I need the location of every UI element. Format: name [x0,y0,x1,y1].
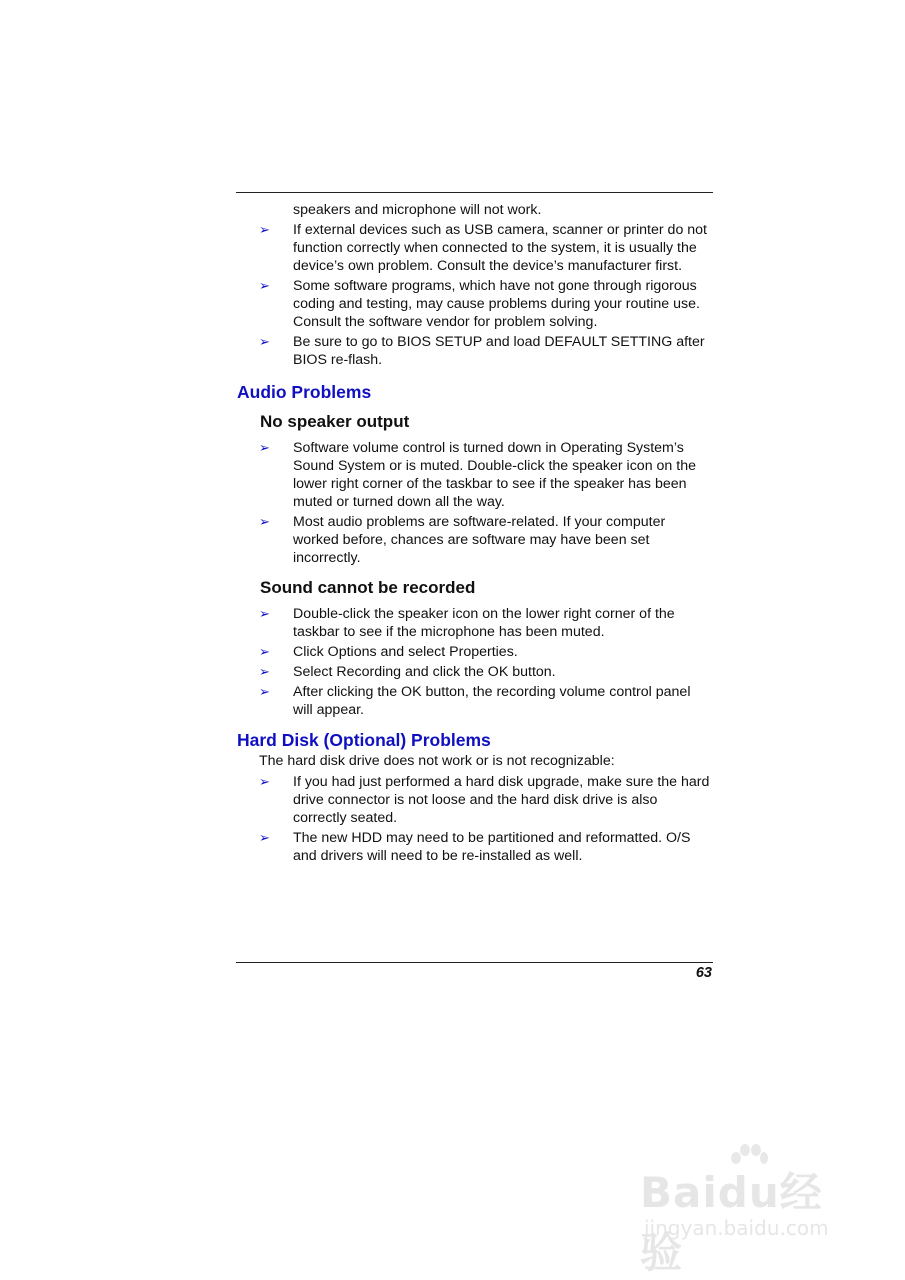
baidu-jingyan-watermark [640,1150,860,1277]
list-item: ➢ The new HDD may need to be partitioned and reformatted. O/S and drivers will need to be re-installed as well. [259,830,691,864]
list-item: ➢ If you had just performed a hard disk upgrade, make sure the hard drive connector is not loose and the hard disk drive is also correctly seated. [259,774,710,826]
arrow-bullet-icon: ➢ [259,684,270,699]
arrow-bullet-icon: ➢ [259,334,270,349]
arrow-bullet-icon: ➢ [259,278,270,293]
sound-cannot-be-recorded-heading: Sound cannot be recorded [260,578,476,597]
arrow-bullet-icon: ➢ [259,664,270,679]
arrow-bullet-icon: ➢ [259,440,270,455]
list-item: ➢ If external devices such as USB camera, scanner or printer do not function correctly when connected to the system, it is usually the device’s own problem. Consult the device’s manufacturer first. [259,222,708,274]
page-number: 63 [695,965,712,981]
list-item: ➢ Software volume control is turned down in Operating System’s Sound System or is muted. Double-click the speaker icon on the lower right corner of the taskbar to see if the speaker has been muted or turned down all the way. [259,440,696,510]
list-item: ➢ Most audio problems are software-related. If your computer worked before, chances are software may have been set incorrectly. [259,514,666,566]
intro-bullet-list [237,221,713,369]
footer-rule [236,962,713,963]
hard-disk-intro-text: The hard disk drive does not work or is not recognizable: [259,753,615,769]
no-speaker-output-heading: No speaker output [260,412,410,431]
arrow-bullet-icon: ➢ [259,830,270,845]
no-speaker-bullet-list [237,439,713,567]
continuation-text: speakers and microphone will not work. [293,202,542,218]
watermark-url: jingyan.baidu.com [644,1216,829,1240]
cannot-record-bullet-list [237,605,713,719]
page-content [237,201,713,867]
list-item: ➢ Double-click the speaker icon on the lower right corner of the taskbar to see if the microphone has been muted. [259,606,675,640]
list-item: ➢ Be sure to go to BIOS SETUP and load DEFAULT SETTING after BIOS re-flash. [259,334,705,368]
watermark-logo: Baidu经验 [640,1168,823,1277]
arrow-bullet-icon: ➢ [259,774,270,789]
list-item: ➢ Select Recording and click the OK button. [259,664,556,680]
list-item: ➢ Some software programs, which have not gone through rigorous coding and testing, may cause problems during your routine use. Consult the software vendor for problem solving. [259,278,700,330]
arrow-bullet-icon: ➢ [259,514,270,529]
arrow-bullet-icon: ➢ [259,606,270,621]
hard-disk-bullet-list [237,773,713,865]
list-item: ➢ Click Options and select Properties. [259,644,518,660]
arrow-bullet-icon: ➢ [259,644,270,659]
audio-problems-heading: Audio Problems [237,382,372,402]
hard-disk-problems-heading: Hard Disk (Optional) Problems [237,730,491,750]
header-rule [236,192,713,193]
list-item: ➢ After clicking the OK button, the recording volume control panel will appear. [259,684,691,718]
arrow-bullet-icon: ➢ [259,222,270,237]
